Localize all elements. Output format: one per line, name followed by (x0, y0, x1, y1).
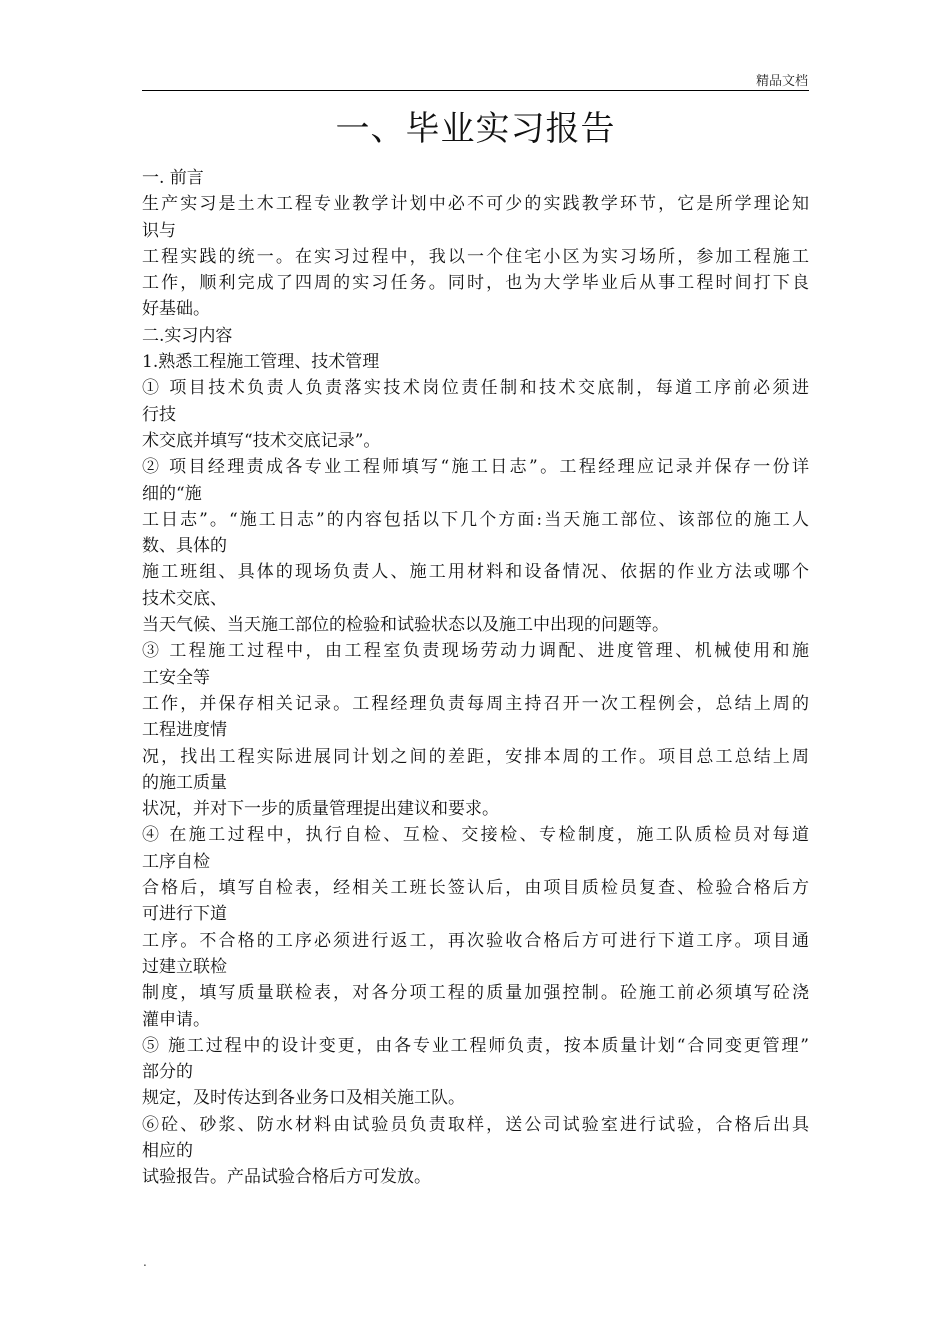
text-line: 的施工质量 (142, 772, 227, 793)
text-line: 试验报告。产品试验合格后方可发放。 (142, 1167, 431, 1188)
text-line: 相应的 (142, 1140, 193, 1161)
text-line: 好基础。 (142, 299, 210, 320)
text-line: 可进行下道 (142, 904, 227, 925)
text-line: 技术交底、 (142, 588, 227, 609)
text-line: 合格后，填写自检表，经相关工班长签认后，由项目质检员复查、检验合格后方 (142, 878, 809, 899)
text-line: 行技 (142, 404, 176, 425)
text-line: 1.熟悉工程施工管理、技术管理 (142, 352, 380, 373)
text-line: 过建立联检 (142, 956, 227, 977)
text-line: 工程实践的统一。在实习过程中，我以一个住宅小区为实习场所，参加工程施工 (142, 246, 809, 267)
text-line: ① 项目技术负责人负责落实技术岗位责任制和技术交底制，每道工序前必须进 (142, 378, 809, 399)
text-line: ⑥砼、砂浆、防水材料由试验员负责取样，送公司试验室进行试验，合格后出具 (142, 1114, 809, 1135)
text-line: 规定，及时传达到各业务口及相关施工队。 (142, 1088, 465, 1109)
text-line: 工程进度情 (142, 720, 227, 741)
footer-mark: . (143, 1255, 147, 1269)
text-line: 况，找出工程实际进展同计划之间的差距，安排本周的工作。项目总工总结上周 (142, 746, 809, 767)
document-title: 一、毕业实习报告 (335, 109, 616, 149)
text-line: 术交底并填写“技术交底记录”。 (142, 430, 381, 451)
text-line: 数、具体的 (142, 536, 227, 557)
text-line: 细的“施 (142, 483, 202, 504)
text-line: 工序。不合格的工序必须进行返工，再次验收合格后方可进行下道工序。项目通 (142, 930, 809, 951)
text-line: 一. 前言 (142, 168, 204, 188)
text-line: ② 项目经理责成各专业工程师填写“施工日志”。工程经理应记录并保存一份详 (142, 457, 809, 478)
text-line: 部分的 (142, 1062, 193, 1083)
document-body (142, 165, 809, 1191)
text-line: 工安全等 (142, 667, 210, 688)
text-line: 二.实习内容 (142, 325, 233, 346)
text-line: 状况，并对下一步的质量管理提出建议和要求。 (142, 799, 499, 820)
header-label: 精品文档 (755, 74, 808, 89)
text-line: 施工班组、具体的现场负责人、施工用材料和设备情况、依据的作业方法或哪个 (142, 562, 809, 583)
text-line: 工日志”。“施工日志”的内容包括以下几个方面:当天施工部位、该部位的施工人 (142, 509, 809, 530)
text-line: 工作，并保存相关记录。工程经理负责每周主持召开一次工程例会，总结上周的 (142, 693, 809, 714)
text-line: ④ 在施工过程中，执行自检、互检、交接检、专检制度，施工队质检员对每道 (142, 825, 809, 846)
text-line: ⑤ 施工过程中的设计变更，由各专业工程师负责，按本质量计划“合同变更管理” (142, 1035, 809, 1056)
header-divider (142, 90, 809, 91)
text-line: ③ 工程施工过程中，由工程室负责现场劳动力调配、进度管理、机械使用和施 (142, 641, 809, 662)
text-line: 灌申请。 (142, 1009, 210, 1030)
text-line: 制度，填写质量联检表，对各分项工程的质量加强控制。砼施工前必须填写砼浇 (142, 983, 809, 1004)
text-line: 识与 (142, 220, 176, 241)
text-line: 工序自检 (142, 851, 210, 872)
text-line: 当天气候、当天施工部位的检验和试验状态以及施工中出现的问题等。 (142, 615, 669, 636)
text-line: 生产实习是土木工程专业教学计划中必不可少的实践教学环节，它是所学理论知 (142, 194, 809, 215)
text-line: 工作，顺利完成了四周的实习任务。同时，也为大学毕业后从事工程时间打下良 (142, 273, 809, 294)
